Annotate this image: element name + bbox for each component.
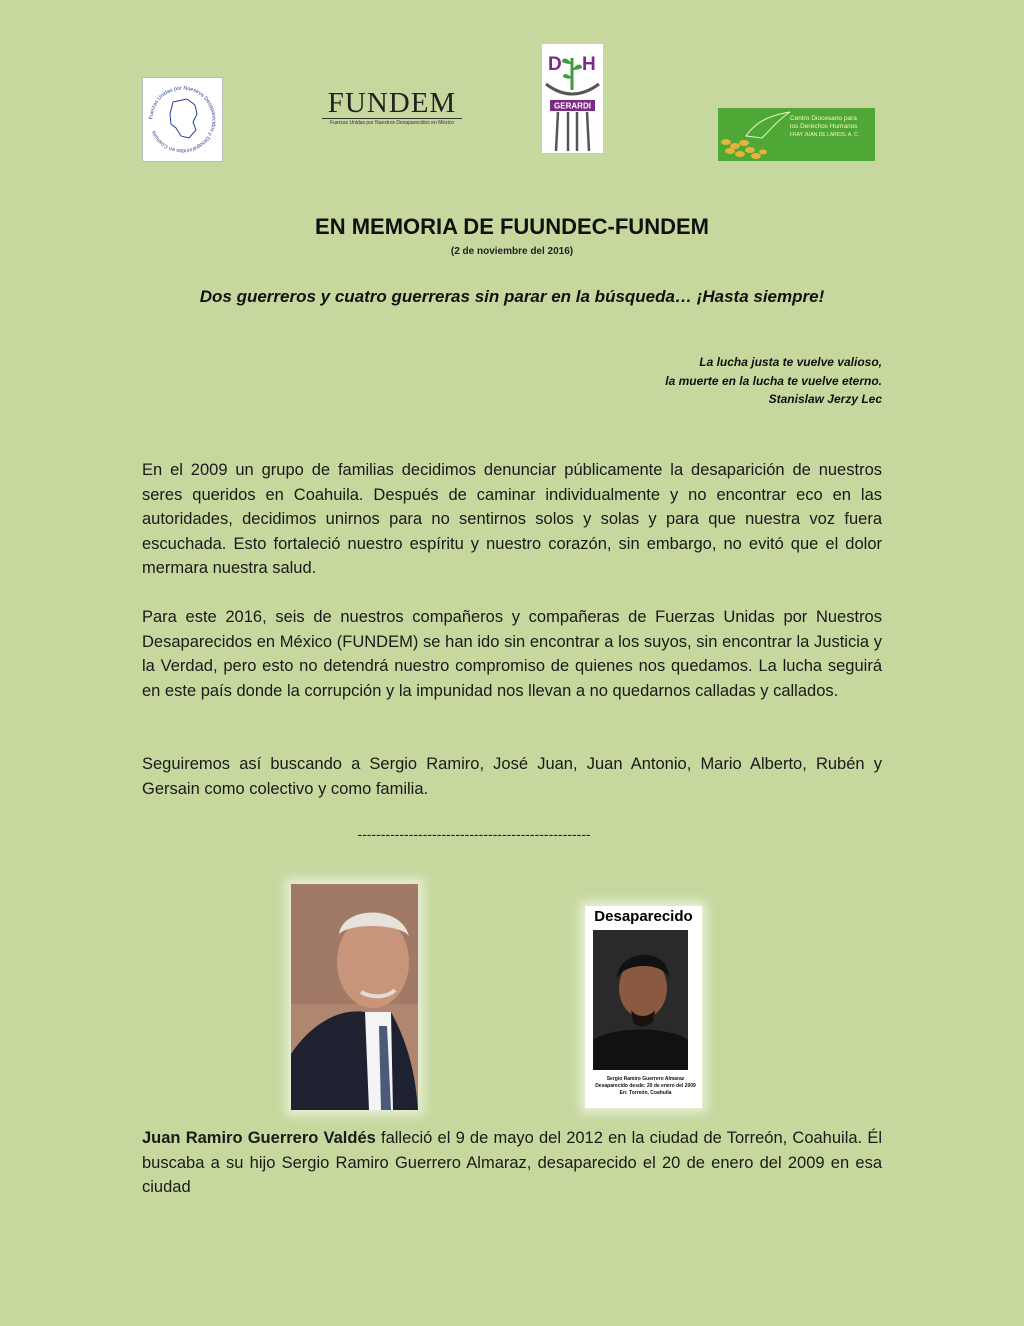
centro-logo-line-2: los Derechos Humanos: [790, 123, 858, 130]
epigraph-quote: [582, 353, 882, 409]
poster-caption-name: Sergio Ramiro Guerrero Almaraz: [606, 1076, 685, 1082]
body-paragraph-3: Seguiremos así buscando a Sergio Ramiro, José Juan, Juan Antonio, Mario Alberto, Rubén y Gersain como colectivo y como familia.: [142, 755, 882, 798]
body-paragraph-1: En el 2009 un grupo de familias decidimos denunciar públicamente la desaparición de nuestros seres queridos en Coahuila. Después de caminar individualmente y no encontrar eco en las autoridades, decidimos unirnos para no sentirnos solos y solas y para que nuestra voz fuera escuchada. Esto fortaleció nuestro espíritu y nuestro corazón, sin embargo, no evitó que el dolor mermara nuestra salud.: [142, 461, 882, 578]
dh-letter-h: H: [582, 54, 596, 75]
photo-juan-ramiro: [291, 884, 418, 1110]
fundem-logo-name: FUNDEM: [322, 88, 462, 119]
svg-text:Fuerzas Unidas por Nuestros De: [148, 85, 216, 153]
poster-caption-date: Desaparecido desde: 20 de enero del 2009: [595, 1083, 696, 1089]
poster-caption: [589, 1076, 702, 1097]
fundem-logo: [322, 88, 462, 130]
poster-caption-place: En: Torreón, Coahuila: [619, 1090, 672, 1096]
pillars-icon: [556, 112, 589, 151]
quote-line-2: la muerte en la lucha te vuelve eterno.: [665, 373, 882, 388]
memorial-name: Juan Ramiro Guerrero Valdés: [142, 1129, 376, 1147]
memorial-paragraph: [142, 1126, 882, 1200]
dh-letter-d: D: [548, 54, 562, 75]
memorial-text: falleció el 9 de mayo del 2012 en la ciudad de Torreón, Coahuila. Él buscaba a su hijo Sergio Ramiro Guerrero Almaraz, desaparecido el 20 de enero del 2009 en esa ciudad: [142, 1129, 882, 1197]
missing-person-poster: [585, 906, 702, 1108]
coahuila-map-icon: [170, 99, 197, 138]
dh-gerardi-banner: GERARDI: [554, 101, 591, 111]
section-separator: --------------------------------------------------: [357, 826, 591, 842]
page-date: (2 de noviembre del 2016): [450, 246, 574, 257]
fuundec-logo: [142, 77, 223, 162]
centro-logo-line-1: Centro Diocesano para: [790, 115, 857, 122]
dh-gerardi-logo: [542, 44, 603, 153]
body-paragraph-2: Para este 2016, seis de nuestros compañeros y compañeras de Fuerzas Unidas por Nuestros Desaparecidos en México (FUNDEM) se han ido sin encontrar a los suyos, sin encontrar la Justicia y la Verdad, pero esto no detendrá nuestro compromiso de quienes nos quedamos. La lucha seguirá en este país donde la corrupción y la impunidad nos llevan a no quedarnos calladas y callados.: [142, 608, 882, 700]
dove-icon: [746, 112, 790, 138]
sprout-icon: [562, 58, 582, 90]
centro-logo-line-3: FRAY JUAN DE LARIOS, A. C.: [790, 132, 859, 138]
wheat-grains-icon: [721, 139, 767, 159]
fuundec-ring-text: Fuerzas Unidas por Nuestros Desaparecidos y Desaparecidas en Coahuila: [148, 85, 217, 154]
quote-line-1: La lucha justa te vuelve valioso,: [699, 355, 882, 369]
page-subtitle: Dos guerreros y cuatro guerreras sin parar en la búsqueda… ¡Hasta siempre!: [199, 287, 825, 306]
page-title: EN MEMORIA DE FUUNDEC-FUNDEM: [315, 214, 709, 239]
poster-heading: Desaparecido: [594, 908, 693, 925]
fundem-logo-tagline: Fuerzas Unidas por Nuestros Desaparecidos en México: [330, 120, 454, 126]
centro-diocesano-logo: [718, 108, 875, 161]
quote-author: Stanislaw Jerzy Lec: [768, 392, 882, 406]
